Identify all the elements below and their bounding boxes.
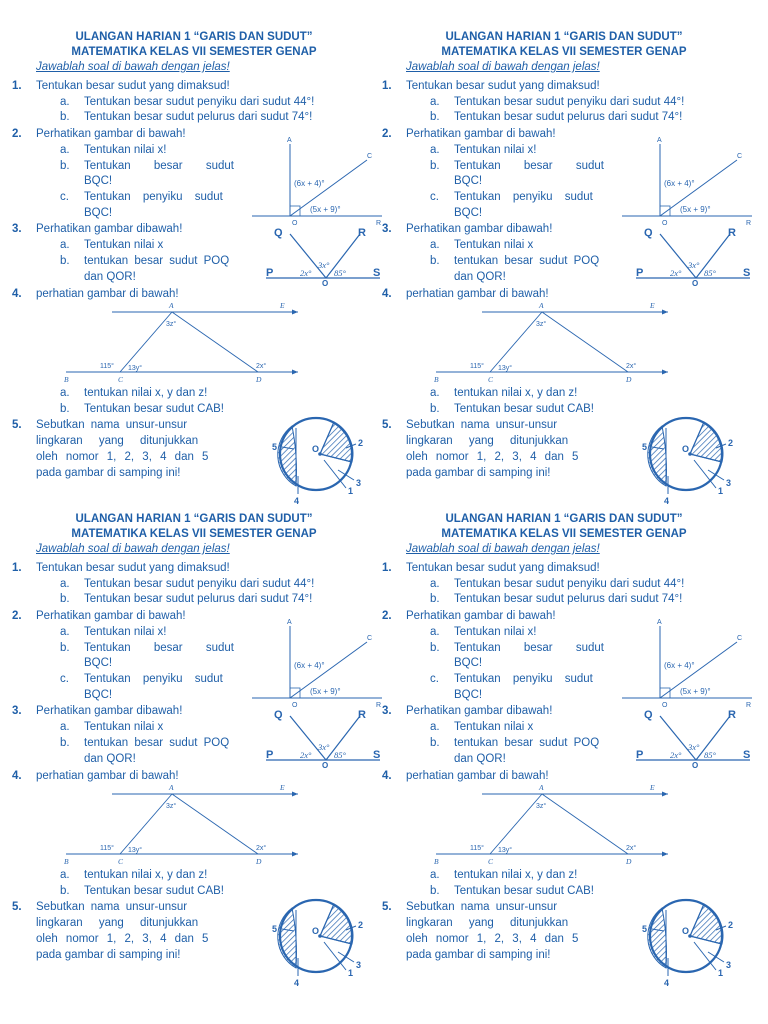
fig4-label-d: D bbox=[626, 375, 632, 384]
fig4-angle-z: 3z° bbox=[536, 321, 547, 328]
q1-text: Tentukan besar sudut yang dimaksud! bbox=[36, 562, 230, 574]
q2b-text: Tentukan besar sudut bbox=[454, 160, 604, 172]
fig4-angle-y: 13y° bbox=[128, 847, 143, 854]
q2-text: Perhatikan gambar di bawah! bbox=[36, 610, 186, 622]
q4b-label: b. bbox=[430, 885, 440, 897]
sheet-title: ULANGAN HARIAN 1 “GARIS DAN SUDUT” bbox=[445, 513, 683, 525]
sheet-title: ULANGAN HARIAN 1 “GARIS DAN SUDUT” bbox=[445, 31, 683, 43]
circle-figure-q5 bbox=[260, 896, 372, 988]
q4a-text: tentukan nilai x, y dan z! bbox=[84, 869, 208, 881]
circle-figure-q5 bbox=[630, 896, 742, 988]
q2a-label: a. bbox=[60, 626, 70, 638]
q3a-text: Tentukan nilai x bbox=[454, 721, 534, 733]
q2-number: 2. bbox=[382, 128, 392, 140]
triangle-figure-q4 bbox=[432, 300, 672, 382]
fig3-label-o: O bbox=[692, 279, 699, 288]
q2b-text: Tentukan besar sudut bbox=[454, 642, 604, 654]
q2a-text: Tentukan nilai x! bbox=[454, 626, 537, 638]
q2c-text-cont: BQC! bbox=[454, 689, 483, 701]
fig3-label-p: P bbox=[266, 749, 274, 761]
fig3-label-r: R bbox=[358, 709, 366, 721]
fig2-angle-1: (6x + 4)° bbox=[294, 661, 325, 670]
q2c-text: Tentukan penyiku sudut bbox=[454, 673, 593, 685]
fig4-label-a: A bbox=[539, 301, 544, 310]
q2c-text: Tentukan penyiku sudut bbox=[84, 673, 223, 685]
angle-figure-q3 bbox=[262, 222, 382, 288]
q1b-text: Tentukan besar sudut pelurus dari sudut 74°! bbox=[454, 111, 683, 123]
fig4-angle-115: 115° bbox=[100, 363, 114, 370]
q1b-label: b. bbox=[60, 111, 70, 123]
q5-line-3: oleh nomor 1, 2, 3, 4 dan 5 bbox=[36, 933, 209, 945]
q4b-label: b. bbox=[60, 885, 70, 897]
q3a-text: Tentukan nilai x bbox=[454, 239, 534, 251]
q3a-label: a. bbox=[430, 239, 440, 251]
angle-figure-q3 bbox=[262, 704, 382, 770]
q5-number: 5. bbox=[382, 901, 392, 913]
q2-text: Perhatikan gambar di bawah! bbox=[36, 128, 186, 140]
q2b-label: b. bbox=[430, 642, 440, 654]
q2b-label: b. bbox=[60, 642, 70, 654]
fig5-label-5: 5 bbox=[642, 924, 648, 934]
fig4-label-e: E bbox=[650, 783, 655, 792]
q5-line-2: lingkaran yang ditunjukkan bbox=[406, 917, 569, 929]
q4b-text: Tentukan besar sudut CAB! bbox=[454, 403, 594, 415]
fig2-label-c: C bbox=[367, 153, 373, 160]
q3a-text: Tentukan nilai x bbox=[84, 721, 164, 733]
fig3-label-p: P bbox=[636, 267, 644, 279]
fig4-label-b: B bbox=[434, 375, 439, 384]
fig5-label-1: 1 bbox=[718, 968, 724, 978]
q1a-text: Tentukan besar sudut penyiku dari sudut 44°! bbox=[454, 578, 685, 590]
angle-figure-q2 bbox=[622, 136, 768, 226]
fig3-label-r: R bbox=[728, 709, 736, 721]
fig3-label-r: R bbox=[728, 227, 736, 239]
q2a-text: Tentukan nilai x! bbox=[454, 144, 537, 156]
fig2-label-r: R bbox=[376, 220, 382, 227]
fig4-angle-115: 115° bbox=[470, 845, 484, 852]
fig2-label-o: O bbox=[292, 702, 298, 709]
fig4-label-d: D bbox=[626, 857, 632, 866]
q3b-text-cont: dan QOR! bbox=[84, 753, 136, 765]
sheet-title: ULANGAN HARIAN 1 “GARIS DAN SUDUT” bbox=[75, 513, 313, 525]
q4a-text: tentukan nilai x, y dan z! bbox=[84, 387, 208, 399]
fig4-label-d: D bbox=[256, 857, 262, 866]
q1-number: 1. bbox=[12, 562, 22, 574]
fig2-label-r: R bbox=[746, 220, 752, 227]
fig2-label-o: O bbox=[292, 220, 298, 227]
fig5-label-1: 1 bbox=[718, 486, 724, 496]
q2c-text-cont: BQC! bbox=[454, 207, 483, 219]
fig3-angle-poq: 2x° bbox=[300, 268, 312, 278]
fig4-angle-z: 3z° bbox=[166, 803, 177, 810]
q3b-text-cont: dan QOR! bbox=[454, 753, 506, 765]
q4-text: perhatian gambar di bawah! bbox=[36, 770, 179, 782]
fig3-label-q: Q bbox=[644, 227, 653, 239]
q3b-label: b. bbox=[60, 255, 70, 267]
q5-line-4: pada gambar di samping ini! bbox=[406, 949, 551, 961]
angle-figure-q2 bbox=[622, 618, 768, 708]
q2c-label: c. bbox=[60, 673, 69, 685]
q4b-text: Tentukan besar sudut CAB! bbox=[84, 403, 224, 415]
fig2-angle-2: (5x + 9)° bbox=[310, 205, 341, 214]
sheet-title: ULANGAN HARIAN 1 “GARIS DAN SUDUT” bbox=[75, 31, 313, 43]
q1b-text: Tentukan besar sudut pelurus dari sudut 74°! bbox=[84, 111, 313, 123]
instruction: Jawablah soal di bawah dengan jelas! bbox=[36, 543, 230, 555]
q2a-text: Tentukan nilai x! bbox=[84, 144, 167, 156]
q2c-text: Tentukan penyiku sudut bbox=[84, 191, 223, 203]
fig4-label-b: B bbox=[434, 857, 439, 866]
fig4-label-c: C bbox=[118, 375, 124, 384]
q4b-label: b. bbox=[430, 403, 440, 415]
fig5-label-5: 5 bbox=[272, 924, 278, 934]
q2b-text-cont: BQC! bbox=[84, 657, 113, 669]
triangle-figure-q4 bbox=[62, 300, 302, 382]
q5-line-1: Sebutkan nama unsur-unsur bbox=[406, 901, 558, 913]
fig3-label-p: P bbox=[636, 749, 644, 761]
fig4-label-c: C bbox=[488, 857, 494, 866]
q3-number: 3. bbox=[382, 223, 392, 235]
q4-number: 4. bbox=[382, 288, 392, 300]
q2-number: 2. bbox=[382, 610, 392, 622]
q1a-text: Tentukan besar sudut penyiku dari sudut 44°! bbox=[84, 578, 315, 590]
q2c-label: c. bbox=[430, 673, 439, 685]
q5-line-4: pada gambar di samping ini! bbox=[36, 949, 181, 961]
fig4-angle-x: 2x° bbox=[256, 363, 267, 370]
fig5-label-2: 2 bbox=[358, 920, 364, 930]
fig5-label-5: 5 bbox=[642, 442, 648, 452]
worksheet-copy-2 bbox=[378, 30, 750, 518]
fig2-label-a: A bbox=[287, 619, 292, 626]
q3a-label: a. bbox=[60, 721, 70, 733]
fig5-label-1: 1 bbox=[348, 486, 354, 496]
fig2-label-o: O bbox=[662, 220, 668, 227]
fig3-angle-qor: 3x° bbox=[688, 260, 700, 270]
sheet-subtitle: MATEMATIKA KELAS VII SEMESTER GENAP bbox=[71, 528, 317, 540]
q5-number: 5. bbox=[12, 419, 22, 431]
q2b-label: b. bbox=[60, 160, 70, 172]
fig3-label-q: Q bbox=[274, 227, 283, 239]
q3-text: Perhatikan gambar dibawah! bbox=[36, 705, 183, 717]
q3b-text-cont: dan QOR! bbox=[84, 271, 136, 283]
worksheet-copy-3 bbox=[8, 512, 380, 1000]
fig3-label-p: P bbox=[266, 267, 274, 279]
fig2-label-a: A bbox=[287, 137, 292, 144]
q1b-text: Tentukan besar sudut pelurus dari sudut 74°! bbox=[84, 593, 313, 605]
fig4-label-c: C bbox=[118, 857, 124, 866]
q3a-label: a. bbox=[430, 721, 440, 733]
fig5-label-3: 3 bbox=[726, 478, 732, 488]
q3-number: 3. bbox=[12, 223, 22, 235]
fig4-label-b: B bbox=[64, 857, 69, 866]
q5-line-3: oleh nomor 1, 2, 3, 4 dan 5 bbox=[36, 451, 209, 463]
q4-number: 4. bbox=[382, 770, 392, 782]
fig5-label-o: O bbox=[312, 926, 320, 936]
q4-text: perhatian gambar di bawah! bbox=[36, 288, 179, 300]
fig5-label-3: 3 bbox=[356, 960, 362, 970]
fig3-angle-ros: 85° bbox=[334, 750, 346, 760]
q1-number: 1. bbox=[382, 80, 392, 92]
fig2-label-c: C bbox=[367, 635, 373, 642]
q2b-text-cont: BQC! bbox=[454, 175, 483, 187]
fig2-label-a: A bbox=[657, 137, 662, 144]
q5-line-4: pada gambar di samping ini! bbox=[406, 467, 551, 479]
q3b-text-cont: dan QOR! bbox=[454, 271, 506, 283]
fig5-label-2: 2 bbox=[728, 920, 734, 930]
q5-line-2: lingkaran yang ditunjukkan bbox=[406, 435, 569, 447]
fig4-label-a: A bbox=[169, 783, 174, 792]
q1-text: Tentukan besar sudut yang dimaksud! bbox=[406, 80, 600, 92]
fig2-label-r: R bbox=[376, 702, 382, 709]
q2a-label: a. bbox=[430, 626, 440, 638]
q2-number: 2. bbox=[12, 128, 22, 140]
q2c-label: c. bbox=[60, 191, 69, 203]
fig4-angle-z: 3z° bbox=[536, 803, 547, 810]
fig2-angle-2: (5x + 9)° bbox=[680, 687, 711, 696]
sheet-subtitle: MATEMATIKA KELAS VII SEMESTER GENAP bbox=[441, 528, 687, 540]
q2-text: Perhatikan gambar di bawah! bbox=[406, 610, 556, 622]
fig3-angle-poq: 2x° bbox=[670, 750, 682, 760]
q5-line-1: Sebutkan nama unsur-unsur bbox=[406, 419, 558, 431]
fig5-label-4: 4 bbox=[664, 978, 670, 988]
fig5-label-2: 2 bbox=[358, 438, 364, 448]
q4b-label: b. bbox=[60, 403, 70, 415]
q2a-label: a. bbox=[60, 144, 70, 156]
fig2-label-r: R bbox=[746, 702, 752, 709]
fig3-label-o: O bbox=[322, 761, 329, 770]
q2b-text-cont: BQC! bbox=[84, 175, 113, 187]
q1b-label: b. bbox=[430, 111, 440, 123]
circle-figure-q5 bbox=[630, 414, 742, 506]
fig3-label-o: O bbox=[322, 279, 329, 288]
q2a-text: Tentukan nilai x! bbox=[84, 626, 167, 638]
q2a-label: a. bbox=[430, 144, 440, 156]
fig2-angle-2: (5x + 9)° bbox=[680, 205, 711, 214]
q2b-text: Tentukan besar sudut bbox=[84, 160, 234, 172]
fig4-angle-x: 2x° bbox=[626, 363, 637, 370]
q4-text: perhatian gambar di bawah! bbox=[406, 288, 549, 300]
q5-line-1: Sebutkan nama unsur-unsur bbox=[36, 901, 188, 913]
q1b-text: Tentukan besar sudut pelurus dari sudut 74°! bbox=[454, 593, 683, 605]
fig4-angle-y: 13y° bbox=[128, 365, 143, 372]
instruction: Jawablah soal di bawah dengan jelas! bbox=[406, 61, 600, 73]
fig2-angle-1: (6x + 4)° bbox=[664, 661, 695, 670]
triangle-figure-q4 bbox=[432, 782, 672, 864]
fig4-label-e: E bbox=[280, 301, 285, 310]
fig4-angle-x: 2x° bbox=[256, 845, 267, 852]
q2b-label: b. bbox=[430, 160, 440, 172]
q4b-text: Tentukan besar sudut CAB! bbox=[84, 885, 224, 897]
fig5-label-4: 4 bbox=[664, 496, 670, 506]
q2c-text-cont: BQC! bbox=[84, 689, 113, 701]
sheet-subtitle: MATEMATIKA KELAS VII SEMESTER GENAP bbox=[71, 46, 317, 58]
q5-number: 5. bbox=[382, 419, 392, 431]
fig4-angle-y: 13y° bbox=[498, 847, 513, 854]
fig4-label-e: E bbox=[280, 783, 285, 792]
q2-number: 2. bbox=[12, 610, 22, 622]
fig3-angle-qor: 3x° bbox=[688, 742, 700, 752]
q4a-text: tentukan nilai x, y dan z! bbox=[454, 387, 578, 399]
q5-line-3: oleh nomor 1, 2, 3, 4 dan 5 bbox=[406, 451, 579, 463]
q4a-label: a. bbox=[60, 869, 70, 881]
q5-line-2: lingkaran yang ditunjukkan bbox=[36, 917, 199, 929]
fig4-label-b: B bbox=[64, 375, 69, 384]
q3b-text: tentukan besar sudut POQ bbox=[454, 737, 600, 749]
instruction: Jawablah soal di bawah dengan jelas! bbox=[36, 61, 230, 73]
fig5-label-3: 3 bbox=[726, 960, 732, 970]
fig4-angle-115: 115° bbox=[470, 363, 484, 370]
angle-figure-q3 bbox=[632, 704, 752, 770]
q4b-text: Tentukan besar sudut CAB! bbox=[454, 885, 594, 897]
q4-text: perhatian gambar di bawah! bbox=[406, 770, 549, 782]
q1a-label: a. bbox=[430, 578, 440, 590]
q2-text: Perhatikan gambar di bawah! bbox=[406, 128, 556, 140]
worksheet-copy-4 bbox=[378, 512, 750, 1000]
q5-line-1: Sebutkan nama unsur-unsur bbox=[36, 419, 188, 431]
q3a-text: Tentukan nilai x bbox=[84, 239, 164, 251]
q5-line-2: lingkaran yang ditunjukkan bbox=[36, 435, 199, 447]
q3b-label: b. bbox=[430, 737, 440, 749]
fig3-angle-ros: 85° bbox=[334, 268, 346, 278]
q3b-label: b. bbox=[430, 255, 440, 267]
fig3-label-o: O bbox=[692, 761, 699, 770]
q2b-text: Tentukan besar sudut bbox=[84, 642, 234, 654]
fig3-label-q: Q bbox=[644, 709, 653, 721]
fig5-label-o: O bbox=[312, 444, 320, 454]
instruction: Jawablah soal di bawah dengan jelas! bbox=[406, 543, 600, 555]
worksheet-copy-1 bbox=[8, 30, 380, 518]
fig3-label-q: Q bbox=[274, 709, 283, 721]
q3b-text: tentukan besar sudut POQ bbox=[84, 737, 230, 749]
q4a-label: a. bbox=[60, 387, 70, 399]
fig3-label-s: S bbox=[743, 749, 751, 761]
fig3-label-s: S bbox=[373, 267, 381, 279]
q1-text: Tentukan besar sudut yang dimaksud! bbox=[406, 562, 600, 574]
q3-text: Perhatikan gambar dibawah! bbox=[36, 223, 183, 235]
q3-text: Perhatikan gambar dibawah! bbox=[406, 223, 553, 235]
sheet-subtitle: MATEMATIKA KELAS VII SEMESTER GENAP bbox=[441, 46, 687, 58]
fig5-label-3: 3 bbox=[356, 478, 362, 488]
q3-text: Perhatikan gambar dibawah! bbox=[406, 705, 553, 717]
fig3-angle-qor: 3x° bbox=[318, 260, 330, 270]
q2c-text-cont: BQC! bbox=[84, 207, 113, 219]
q2c-text: Tentukan penyiku sudut bbox=[454, 191, 593, 203]
q1b-label: b. bbox=[430, 593, 440, 605]
q1-number: 1. bbox=[12, 80, 22, 92]
fig2-label-c: C bbox=[737, 635, 743, 642]
q1a-label: a. bbox=[430, 96, 440, 108]
fig4-label-d: D bbox=[256, 375, 262, 384]
q5-line-4: pada gambar di samping ini! bbox=[36, 467, 181, 479]
q1a-text: Tentukan besar sudut penyiku dari sudut 44°! bbox=[84, 96, 315, 108]
fig3-label-r: R bbox=[358, 227, 366, 239]
q1b-label: b. bbox=[60, 593, 70, 605]
q1a-label: a. bbox=[60, 96, 70, 108]
angle-figure-q3 bbox=[632, 222, 752, 288]
fig5-label-5: 5 bbox=[272, 442, 278, 452]
q4a-label: a. bbox=[430, 387, 440, 399]
fig4-angle-z: 3z° bbox=[166, 321, 177, 328]
triangle-figure-q4 bbox=[62, 782, 302, 864]
fig5-label-4: 4 bbox=[294, 978, 300, 988]
q1-number: 1. bbox=[382, 562, 392, 574]
q1a-label: a. bbox=[60, 578, 70, 590]
q5-number: 5. bbox=[12, 901, 22, 913]
fig4-angle-115: 115° bbox=[100, 845, 114, 852]
q3b-text: tentukan besar sudut POQ bbox=[454, 255, 600, 267]
fig4-angle-y: 13y° bbox=[498, 365, 513, 372]
fig4-label-a: A bbox=[539, 783, 544, 792]
q2b-text-cont: BQC! bbox=[454, 657, 483, 669]
q4-number: 4. bbox=[12, 770, 22, 782]
fig2-angle-1: (6x + 4)° bbox=[294, 179, 325, 188]
fig5-label-o: O bbox=[682, 926, 690, 936]
fig3-angle-qor: 3x° bbox=[318, 742, 330, 752]
q4a-text: tentukan nilai x, y dan z! bbox=[454, 869, 578, 881]
fig3-angle-poq: 2x° bbox=[300, 750, 312, 760]
q4a-label: a. bbox=[430, 869, 440, 881]
fig5-label-2: 2 bbox=[728, 438, 734, 448]
fig4-label-c: C bbox=[488, 375, 494, 384]
fig5-label-4: 4 bbox=[294, 496, 300, 506]
q3b-label: b. bbox=[60, 737, 70, 749]
fig2-label-a: A bbox=[657, 619, 662, 626]
fig2-label-c: C bbox=[737, 153, 743, 160]
q1-text: Tentukan besar sudut yang dimaksud! bbox=[36, 80, 230, 92]
fig4-label-e: E bbox=[650, 301, 655, 310]
q4-number: 4. bbox=[12, 288, 22, 300]
fig3-angle-ros: 85° bbox=[704, 268, 716, 278]
circle-figure-q5 bbox=[260, 414, 372, 506]
q2c-label: c. bbox=[430, 191, 439, 203]
fig3-label-s: S bbox=[743, 267, 751, 279]
fig2-angle-2: (5x + 9)° bbox=[310, 687, 341, 696]
q3-number: 3. bbox=[12, 705, 22, 717]
fig5-label-o: O bbox=[682, 444, 690, 454]
fig4-angle-x: 2x° bbox=[626, 845, 637, 852]
q3a-label: a. bbox=[60, 239, 70, 251]
fig3-angle-poq: 2x° bbox=[670, 268, 682, 278]
fig2-angle-1: (6x + 4)° bbox=[664, 179, 695, 188]
fig4-label-a: A bbox=[169, 301, 174, 310]
q5-line-3: oleh nomor 1, 2, 3, 4 dan 5 bbox=[406, 933, 579, 945]
q3b-text: tentukan besar sudut POQ bbox=[84, 255, 230, 267]
fig2-label-o: O bbox=[662, 702, 668, 709]
q1a-text: Tentukan besar sudut penyiku dari sudut 44°! bbox=[454, 96, 685, 108]
fig5-label-1: 1 bbox=[348, 968, 354, 978]
fig3-angle-ros: 85° bbox=[704, 750, 716, 760]
q3-number: 3. bbox=[382, 705, 392, 717]
fig3-label-s: S bbox=[373, 749, 381, 761]
